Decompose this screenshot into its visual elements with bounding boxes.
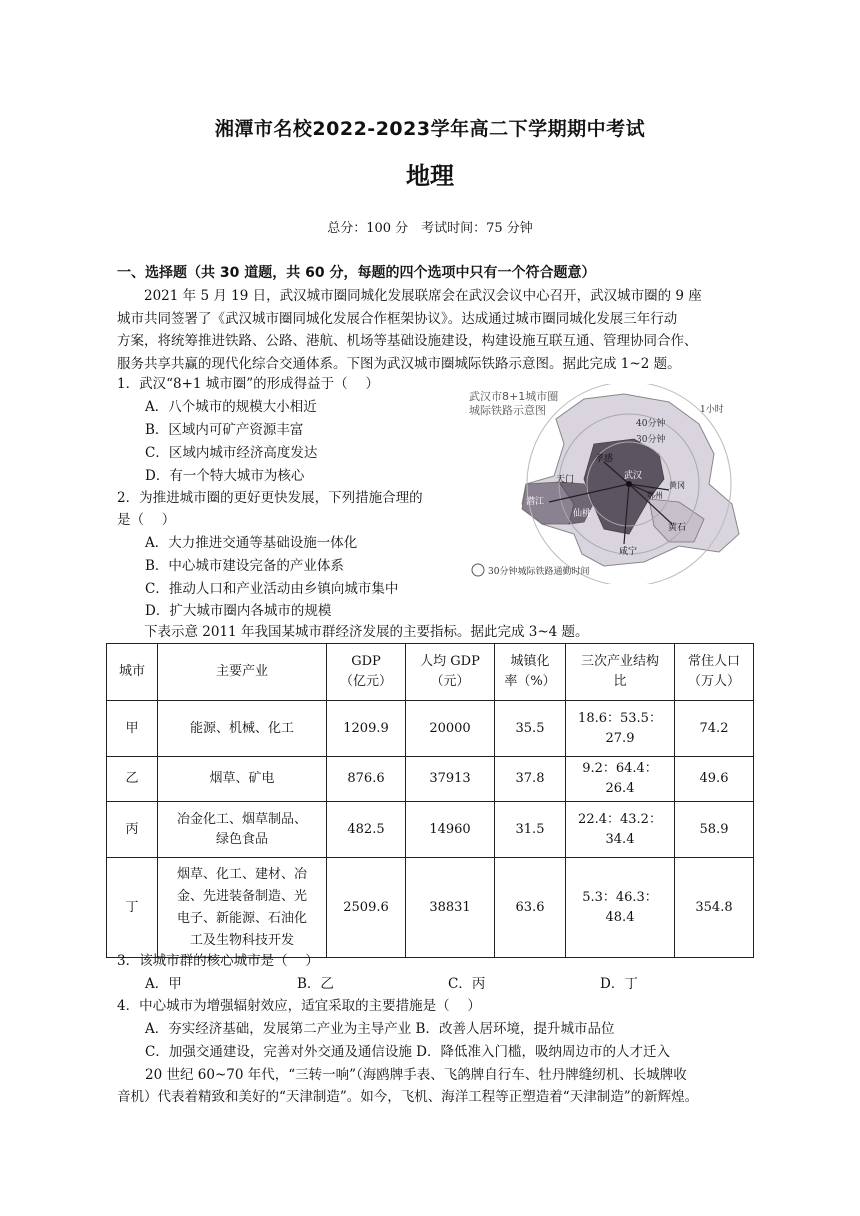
cell-gdp: 1209.9 [327,701,406,757]
cell-gdp-per-capita: 20000 [406,701,495,757]
cell-population: 74.2 [675,701,754,757]
tail-paragraph-line: 20 世纪 60~70 年代，“三转一响”（海鸥牌手表、飞鸽牌自行车、牡丹牌缝纫机、长城牌收 [145,1067,687,1083]
map-title-line1: 武汉市8+1城市圈 [469,390,559,403]
cell-industry: 冶金化工、烟草制品、 绿色食品 [158,802,327,858]
table-row [107,757,754,802]
intro-line: 服务共享共赢的现代化综合交通体系。下图为武汉城市圈城际铁路示意图。据此完成 1~2 题。 [117,355,681,372]
q2-option-a: A．大力推进交通等基础设施一体化 [145,535,358,551]
cell-industry-ratio: 5.3：46.3：48.4 [566,858,675,958]
cell-population: 354.8 [675,858,754,958]
table-row [107,802,754,858]
q1-option-a: A．八个城市的规模大小相近 [145,399,317,415]
q2-stem: 2．为推进城市圈的更好更快发展，下列措施合理的 [117,490,423,506]
cell-city: 丙 [107,802,158,858]
city-huangshi: 黄石 [668,523,687,533]
cell-population: 58.9 [675,802,754,858]
cell-industry-ratio: 18.6：53.5： 27.9 [566,701,675,757]
cell-population: 49.6 [675,757,754,802]
subject-title: 地理 [406,162,454,190]
q1-stem: 1．武汉“8+1 城市圈”的形成得益于（ ） [117,376,379,392]
cell-gdp: 2509.6 [327,858,406,958]
header-population: 常住人口 （万人） [675,644,754,701]
ring-40-label: 40分钟 [636,419,666,429]
q4-options-cd: C．加强交通建设，完善对外交通及通信设施 D．降低准入门槛，吸纳周边市的人才迁入 [145,1044,670,1060]
intro-line: 2021 年 5 月 19 日，武汉城市圈同城化发展联席会在武汉会议中心召开，武汉城市圈的 9 座 [144,288,702,304]
cell-industry: 能源、机械、化工 [158,701,327,757]
cell-gdp-per-capita: 38831 [406,858,495,958]
q1-option-b: B．区域内可矿产资源丰富 [145,422,304,438]
cell-city: 甲 [107,701,158,757]
header-urbanization: 城镇化 率（%） [495,644,566,701]
q3-option-c: C．丙 [448,976,486,992]
cell-urbanization: 35.5 [495,701,566,757]
city-ezhou: 鄂州 [647,491,663,500]
cell-gdp: 876.6 [327,757,406,802]
legend-symbol-icon [472,564,484,576]
city-xianning: 咸宁 [619,547,638,557]
wuhan-city-circle-map [464,384,764,584]
cell-gdp: 482.5 [327,802,406,858]
city-qianjiang: 潜江 [526,497,545,507]
intro-line: 城市共同签署了《武汉城市圈同城化发展合作框架协议》。达成通过城市圈同城化发展三年行动 [117,310,678,327]
tail-paragraph-line: 音机）代表着精致和美好的“天津制造”。如今，飞机、海洋工程等正塑造着“天津制造”的新辉煌。 [117,1089,699,1105]
q2-option-c: C．推动人口和产业活动由乡镇向城市集中 [145,581,399,597]
header-city: 城市 [107,644,158,701]
table-intro: 下表示意 2011 年我国某城市群经济发展的主要指标。据此完成 3~4 题。 [144,624,589,640]
q2-option-d: D．扩大城市圈内各城市的规模 [145,603,332,619]
cell-urbanization: 37.8 [495,757,566,802]
q3-option-d: D．丁 [600,976,638,992]
city-wuhan: 武汉 [624,471,643,481]
q1-option-d: D．有一个特大城市为核心 [145,468,305,484]
cell-industry: 烟草、化工、建材、冶 金、先进装备制造、光 电子、新能源、石油化 工及生物科技开发 [158,858,327,958]
table-header-row [107,644,754,701]
cell-urbanization: 63.6 [495,858,566,958]
exam-title: 湘潭市名校2022-2023学年高二下学期期中考试 [214,118,646,140]
intro-line: 方案，将统筹推进铁路、公路、港航、机场等基础设施建设，构建设施互联互通、管理协同合作、 [117,333,698,349]
table-row [107,701,754,757]
q2-stem-cont: 是（ ） [117,512,176,528]
cell-gdp-per-capita: 37913 [406,757,495,802]
cell-industry-ratio: 9.2：64.4：26.4 [566,757,675,802]
cell-gdp-per-capita: 14960 [406,802,495,858]
map-title-line2: 城际铁路示意图 [469,404,546,417]
ring-1h-label: 1小时 [700,405,724,415]
header-industry: 主要产业 [158,644,327,701]
cell-industry-ratio: 22.4：43.2： 34.4 [566,802,675,858]
cell-urbanization: 31.5 [495,802,566,858]
city-huanggang: 黄冈 [669,481,685,490]
cell-industry: 烟草、矿电 [158,757,327,802]
q1-option-c: C．区域内城市经济高度发达 [145,445,318,461]
header-gdp-per-capita: 人均 GDP （元） [406,644,495,701]
cell-city: 丁 [107,858,158,958]
q3-option-b: B．乙 [297,976,334,992]
section-heading: 一、选择题（共 30 道题，共 60 分，每题的四个选项中只有一个符合题意） [117,265,596,281]
city-tianmen: 天门 [556,475,575,485]
cell-city: 乙 [107,757,158,802]
table-row [107,858,754,958]
q3-option-a: A．甲 [145,976,182,992]
header-industry-ratio: 三次产业结构 比 [566,644,675,701]
intro-paragraph [117,285,747,375]
city-xiantao: 仙桃 [573,509,592,519]
ring-30-label: 30分钟 [636,435,666,445]
q3-stem: 3．该城市群的核心城市是（ ） [117,953,319,969]
q4-stem: 4．中心城市为增强辐射效应，适宜采取的主要措施是（ ） [117,998,481,1014]
exam-meta: 总分：100 分 考试时间：75 分钟 [327,221,533,236]
header-gdp: GDP （亿元） [327,644,406,701]
q4-options-ab: A．夯实经济基础，发展第二产业为主导产业 B．改善人居环境，提升城市品位 [145,1021,615,1037]
city-xiaogan: 孝感 [595,454,614,464]
q2-option-b: B．中心城市建设完备的产业体系 [145,558,344,574]
city-indicator-table [106,643,754,958]
map-legend: 30分钟城际铁路通勤时间 [488,567,590,577]
